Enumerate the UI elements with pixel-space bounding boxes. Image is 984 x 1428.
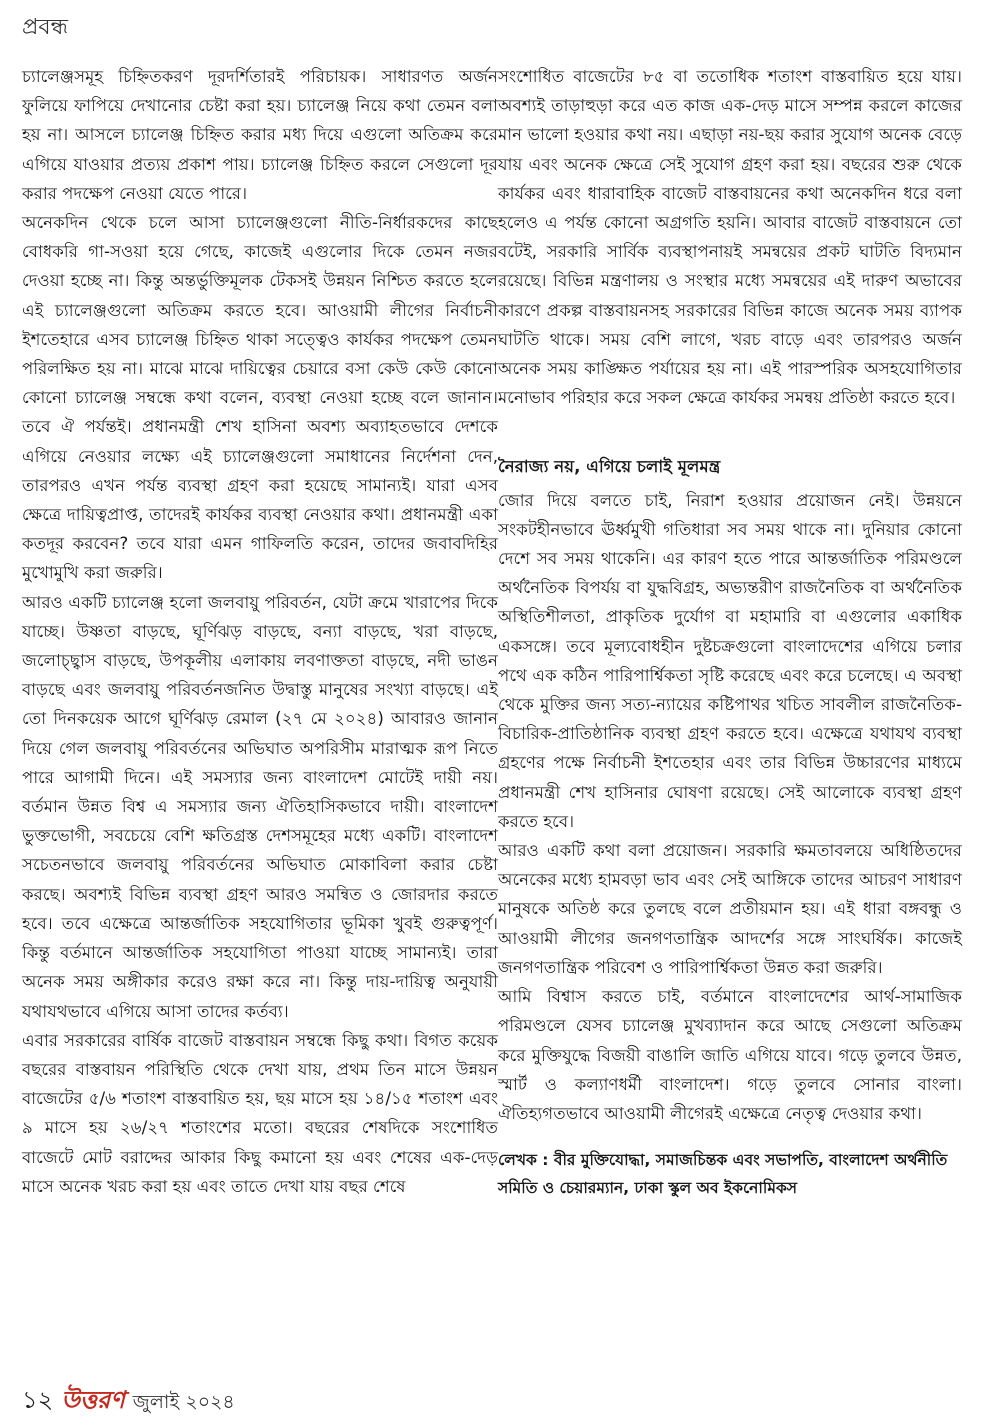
right-column	[498, 62, 962, 1202]
issue-date: জুলাই ২০২৪	[132, 1391, 235, 1413]
paragraph: অনেকদিন থেকে চলে আসা চ্যালেঞ্জগুলো নীতি-নির্ধারকদের কাছে বোধকরি গা-সওয়া হয়ে গেছে, কাজেই এগুলোর দিকে তেমন নজর দেওয়া হচ্ছে না। কিন্তু অন্তর্ভুক্তিমূলক টেকসই উন্নয়ন নিশ্চিত করতে হলে এই চ্যালেঞ্জগুলো অতিক্রম করতে হবে। আওয়ামী লীগের নির্বাচনী ইশতেহারে এসব চ্যালেঞ্জ চিহ্নিত থাকা সত্ত্বেও কার্যকর পদক্ষেপ তেমন পরিলক্ষিত হয় না। মাঝে মাঝে দায়িত্বের চেয়ারে বসা কেউ কেউ কোনো কোনো চ্যালেঞ্জ সম্বন্ধে কথা বলেন, ব্যবস্থা নেওয়া হচ্ছে বলে জানান। তবে ঐ পর্যন্তই। প্রধানমন্ত্রী শেখ হাসিনা অবশ্য অব্যাহতভাবে দেশকে এগিয়ে নেওয়ার লক্ষ্যে এই চ্যালেঞ্জগুলো সমাধানের নির্দেশনা দেন, তারপরও এখন পর্যন্ত ব্যবস্থা গ্রহণ করা হয়েছে সামান্যই। যারা এসব ক্ষেত্রে দায়িত্বপ্রাপ্ত, তাদেরই কার্যকর ব্যবস্থা নেওয়ার কথা। প্রধানমন্ত্রী একা কতদূর করবেন? তবে যারা এমন গাফিলতি করেন, তাদের জবাবদিহির মুখোমুখি করা জরুরি।	[22, 212, 498, 583]
paragraph: চ্যালেঞ্জসমূহ চিহ্নিতকরণ দূরদর্শিতারই পরিচায়ক। সাধারণত অর্জন ফুলিয়ে ফাপিয়ে দেখানোর চেষ্টা করা হয়। চ্যালেঞ্জ নিয়ে কথা তেমন বলা হয় না। আসলে চ্যালেঞ্জ চিহ্নিত করার মধ্য দিয়ে এগুলো অতিক্রম করে এগিয়ে যাওয়ার প্রত্যয় প্রকাশ পায়। চ্যালেঞ্জ চিহ্নিত করলে সেগুলো দূর করার পদক্ষেপ নেওয়া যেতে পারে।	[22, 66, 498, 203]
paragraph: জোর দিয়ে বলতে চাই, নিরাশ হওয়ার প্রয়োজন নেই। উন্নয়নে সংকটহীনভাবে ঊর্ধ্বমুখী গতিধারা সব সময় থাকে না। দুনিয়ার কোনো দেশে সব সময় থাকেনি। এর কারণ হতে পারে আন্তর্জাতিক পরিমণ্ডলে অর্থনৈতিক বিপর্যয় বা যুদ্ধবিগ্রহ, অভ্যন্তরীণ রাজনৈতিক বা অর্থনৈতিক অস্থিতিশীলতা, প্রাকৃতিক দুর্যোগ বা মহামারি বা এগুলোর একাধিক একসঙ্গে। তবে মূল্যবোধহীন দুষ্টচক্রগুলো বাংলাদেশের এগিয়ে চলার পথে এক কঠিন পারিপার্শ্বিকতা সৃষ্টি করেছে এবং করে চলেছে। এ অবস্থা থেকে মুক্তির জন্য সত্য-ন্যায়ের কষ্টিপাথর খচিত সাবলীল রাজনৈতিক-বিচারিক-প্রাতিষ্ঠানিক ব্যবস্থা গ্রহণ করতে হবে। এক্ষেত্রে যথাযথ ব্যবস্থা গ্রহণের পক্ষে নির্বাচনী ইশতেহার এবং তার বিভিন্ন উচ্চারণের মাধ্যমে প্রধানমন্ত্রী শেখ হাসিনার ঘোষণা রয়েছে। সেই আলোকে ব্যবস্থা গ্রহণ করতে হবে।	[498, 489, 962, 831]
spacer	[498, 412, 962, 438]
section-heading: নৈরাজ্য নয়, এগিয়ে চলাই মূলমন্ত্র	[498, 456, 721, 477]
magazine-logo: উত্তরণ	[61, 1385, 125, 1414]
section-label: প্রবন্ধ	[22, 15, 69, 40]
paragraph: আরও একটি চ্যালেঞ্জ হলো জলবায়ু পরিবর্তন, যেটা ক্রমে খারাপের দিকে যাচ্ছে। উষ্ণতা বাড়ছে, ঘূর্ণিঝড় বাড়ছে, বন্যা বাড়ছে, খরা বাড়ছে, জলোচ্ছ্বাস বাড়ছে, উপকূলীয় এলাকায় লবণাক্ততা বাড়ছে, নদী ভাঙন বাড়ছে এবং জলবায়ু পরিবর্তনজনিত উদ্বাস্তু মানুষের সংখ্যা বাড়ছে। এই তো দিনকয়েক আগে ঘূর্ণিঝড় রেমাল (২৭ মে ২০২৪) আবারও জানান দিয়ে গেল জলবায়ু পরিবর্তনের অভিঘাত অপরিসীম মারাত্মক রূপ নিতে পারে আগামী দিনে। এই সমস্যার জন্য বাংলাদেশ মোটেই দায়ী নয়। বর্তমান উন্নত বিশ্ব এ সমস্যার জন্য ঐতিহাসিকভাবে দায়ী। বাংলাদেশ ভুক্তভোগী, সবচেয়ে বেশি ক্ষতিগ্রস্ত দেশসমূহের মধ্যে একটি। বাংলাদেশ সচেতনভাবে জলবায়ু পরিবর্তনের অভিঘাত মোকাবিলা করার চেষ্টা করছে। অবশ্যই বিভিন্ন ব্যবস্থা গ্রহণ আরও সমন্বিত ও জোরদার করতে হবে। তবে এক্ষেত্রে আন্তর্জাতিক সহযোগিতার ভূমিকা খুবই গুরুত্বপূর্ণ। কিন্তু বর্তমানে আন্তর্জাতিক সহযোগিতা পাওয়া যাচ্ছে সামান্যই। তারা অনেক সময় অঙ্গীকার করেও রক্ষা করে না। কিন্তু দায়-দায়িত্ব অনুযায়ী যথাযথভাবে এগিয়ে আসা তাদের কর্তব্য।	[22, 591, 498, 1021]
paragraph: আরও একটি কথা বলা প্রয়োজন। সরকারি ক্ষমতাবলয়ে অধিষ্ঠিতদের অনেকের মধ্যে হামবড়া ভাব এবং সেই আঙ্গিকে তাদের আচরণ সাধারণ মানুষকে অতিষ্ঠ করে তুলছে বলে প্রতীয়মান হয়। এই ধারা বঙ্গবন্ধু ও আওয়ামী লীগের জনগণতান্ত্রিক আদর্শের সঙ্গে সাংঘর্ষিক। কাজেই জনগণতান্ত্রিক পরিবেশ ও পারিপার্শ্বিকতা উন্নত করা জরুরি।	[498, 840, 962, 977]
page-footer	[22, 1382, 235, 1422]
left-column	[22, 62, 498, 1201]
paragraph: সংশোধিত বাজেটের ৮৫ বা ততোধিক শতাংশ বাস্তবায়িত হয়ে যায়। অবশ্যই তাড়াহুড়া করে এত কাজ এক-দেড় মাসে সম্পন্ন করলে কাজের মান ভালো হওয়ার কথা নয়। এছাড়া নয়-ছয় করার সুযোগ অনেক বেড়ে যায় এবং অনেক ক্ষেত্রে সেই সুযোগ গ্রহণ করা হয়। বছরের শুরু থেকে কার্যকর এবং ধারাবাহিক বাজেট বাস্তবায়নের কথা অনেকদিন ধরে বলা হলেও এ পর্যন্ত কোনো অগ্রগতি হয়নি। আবার বাজেট বাস্তবায়নে তো বটেই, সরকারি সার্বিক ব্যবস্থাপনায়ই সমন্বয়ের প্রকট ঘাটতি বিদ্যমান রয়েছে। বিভিন্ন মন্ত্রণালয় ও সংস্থার মধ্যে সমন্বয়ের এই দারুণ অভাবের কারণে প্রকল্প বাস্তবায়নসহ সরকারের বিভিন্ন কাজে অনেক সময় ব্যাপক ঘাটতি থাকে। সময় বেশি লাগে, খরচ বাড়ে এবং তারপরও অর্জন অনেক সময় কাঙ্ক্ষিত পর্যায়ের হয় না। এই পারস্পরিক অসহযোগিতার মনোভাব পরিহার করে সকল ক্ষেত্রে কার্যকর সমন্বয় প্রতিষ্ঠা করতে হবে।	[498, 66, 962, 408]
page-number: ১২	[22, 1386, 54, 1414]
paragraph: আমি বিশ্বাস করতে চাই, বর্তমানে বাংলাদেশের আর্থ-সামাজিক পরিমণ্ডলে যেসব চ্যালেঞ্জ মুখব্যাদান করে আছে সেগুলো অতিক্রম করে মুক্তিযুদ্ধে বিজয়ী বাঙালি জাতি এগিয়ে যাবে। গড়ে তুলবে উন্নত, স্মার্ট ও কল্যাণধর্মী বাংলাদেশ। গড়ে তুলবে সোনার বাংলা। ঐতিহ্যগতভাবে আওয়ামী লীগেরই এক্ষেত্রে নেতৃত্ব দেওয়ার কথা।	[498, 986, 962, 1123]
paragraph: এবার সরকারের বার্ষিক বাজেট বাস্তবায়ন সম্বন্ধে কিছু কথা। বিগত কয়েক বছরের বাস্তবায়ন পরিস্থিতি থেকে দেখা যায়, প্রথম তিন মাসে উন্নয়ন বাজেটের ৫/৬ শতাংশ বাস্তবায়িত হয়, ছয় মাসে হয় ১৪/১৫ শতাংশ এবং ৯ মাসে হয় ২৬/২৭ শতাংশের মতো। বছরের শেষদিকে সংশোধিত বাজেটে মোট বরাদ্দের আকার কিছু কমানো হয় এবং শেষের এক-দেড় মাসে অনেক খরচ করা হয় এবং তাতে দেখা যায় বছর শেষে	[22, 1029, 498, 1196]
author-byline: লেখক : বীর মুক্তিযোদ্ধা, সমাজচিন্তক এবং সভাপতি, বাংলাদেশ অর্থনীতি সমিতি ও চেয়ারম্যান, ঢাকা স্কুল অব ইকনোমিকস	[498, 1151, 948, 1198]
